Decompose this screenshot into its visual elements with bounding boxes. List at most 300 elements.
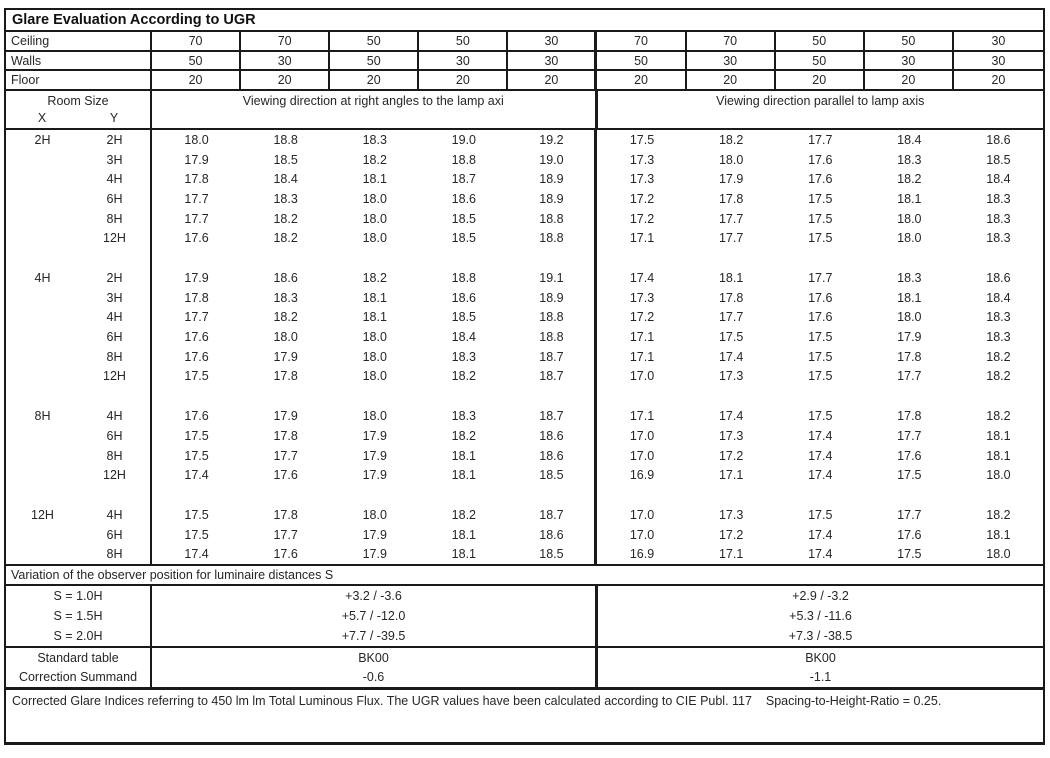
surface-value: 20 [687,71,776,89]
ugr-value: 18.9 [508,169,597,189]
ugr-value [865,386,954,406]
ugr-value [865,485,954,505]
ugr-value: 17.4 [808,547,833,562]
summary-row-left-value: BK00 [152,648,598,668]
variation-row-left-value: +3.2 / -3.6 [152,586,598,606]
ugr-value: 18.5 [451,310,477,325]
variation-row-left-value: +5.7 / -12.0 [152,606,598,626]
summary-row [6,648,1043,668]
ugr-value: 18.2 [986,369,1011,384]
room-x-label [6,248,79,268]
surface-value: 50 [419,32,508,50]
y-axis-label: Y [109,111,119,126]
ugr-value: 18.3 [451,349,477,364]
ugr-value [776,485,865,505]
ugr-value: 17.5 [184,507,209,522]
variation-row-left-value: +7.7 / -39.5 [152,626,598,646]
ugr-value [954,485,1043,505]
room-y-label: 2H [79,268,152,288]
spacer-row [6,485,1043,505]
surface-value: 70 [687,32,776,50]
ugr-value: 17.4 [718,409,744,424]
ugr-value: 17.1 [629,231,655,246]
summary-row [6,668,1043,688]
ugr-row [6,169,1043,189]
surface-value: 30 [241,52,330,70]
ugr-value: 17.9 [362,547,387,562]
ugr-value: 17.5 [808,409,833,424]
ugr-value: 18.1 [897,290,922,305]
ugr-value: 19.0 [508,150,597,170]
ugr-value: 17.7 [184,191,209,206]
room-x-label [6,150,79,170]
surface-row [6,52,1043,72]
surface-value: 70 [597,32,686,50]
ugr-value: 18.8 [508,209,597,229]
ugr-row [6,505,1043,525]
ugr-value: 18.1 [986,448,1011,463]
ugr-value: 17.5 [184,428,209,443]
surface-value: 20 [419,71,508,89]
ugr-row [6,209,1043,229]
ugr-value: 17.9 [362,468,387,483]
ugr-value: 18.1 [986,527,1011,542]
surface-value: 50 [865,32,954,50]
room-size-xy-labels [6,111,150,125]
ugr-value: 17.4 [808,428,833,443]
surface-value: 30 [865,52,954,70]
surface-row-label: Floor [6,71,152,89]
room-y-label: 6H [79,525,152,545]
room-x-label [6,544,79,564]
ugr-value: 18.3 [986,231,1011,246]
surface-value: 30 [991,33,1006,48]
surface-value: 30 [419,52,508,70]
ugr-value: 18.8 [508,327,597,347]
ugr-evaluation-sheet [4,8,1045,745]
ugr-value: 17.8 [273,507,298,522]
surface-value: 30 [991,53,1006,68]
ugr-value: 17.7 [273,527,298,542]
ugr-value [419,248,508,268]
ugr-value: 18.0 [362,369,387,384]
ugr-value: 17.1 [718,547,744,562]
ugr-row [6,367,1043,387]
surface-value: 20 [152,71,241,89]
room-y-label: 4H [79,308,152,328]
room-x-label [6,189,79,209]
room-y-label: 4H [79,169,152,189]
ugr-value: 18.0 [986,468,1011,483]
ugr-value: 17.6 [184,231,209,246]
ugr-value: 18.2 [986,409,1011,424]
room-x-label [6,367,79,387]
ugr-value: 17.7 [808,271,833,286]
ugr-value: 18.0 [362,349,387,364]
ugr-value: 18.3 [897,152,922,167]
ugr-value: 18.9 [508,189,597,209]
ugr-value: 17.6 [808,152,833,167]
observer-variation-table [6,586,1043,648]
surface-value: 20 [597,71,686,89]
surface-value: 20 [865,71,954,89]
ugr-value: 18.7 [508,367,597,387]
ugr-value: 17.7 [184,310,209,325]
ugr-value: 18.1 [451,468,477,483]
ugr-value: 17.4 [629,271,655,286]
ugr-value: 18.7 [508,406,597,426]
ugr-value: 17.8 [184,290,209,305]
ugr-value: 18.0 [897,211,922,226]
ugr-value: 18.6 [508,525,597,545]
ugr-row [6,347,1043,367]
ugr-value: 17.9 [897,330,922,345]
room-size-label: Room Size [47,94,109,109]
ugr-row [6,130,1043,150]
sheet-title: Glare Evaluation According to UGR [6,10,1043,32]
ugr-value: 18.8 [451,152,477,167]
ugr-value: 17.5 [184,527,209,542]
ugr-value [419,386,508,406]
ugr-value: 17.9 [184,152,209,167]
ugr-value: 17.3 [718,369,744,384]
ugr-value [241,248,330,268]
ugr-value: 18.8 [451,271,477,286]
ugr-value [687,386,776,406]
ugr-row [6,308,1043,328]
ugr-value [954,248,1043,268]
room-y-label: 8H [79,446,152,466]
room-x-label [6,446,79,466]
ugr-value [330,485,419,505]
variation-row-right-value: +7.3 / -38.5 [788,629,853,644]
variation-row [6,606,1043,626]
ugr-value [687,485,776,505]
ugr-value: 17.6 [808,310,833,325]
ugr-value: 18.2 [362,152,387,167]
ugr-value: 18.0 [362,191,387,206]
ugr-value: 17.9 [273,409,298,424]
ugr-value: 18.0 [362,211,387,226]
summary-row-right-value: BK00 [805,650,836,665]
ugr-value: 17.5 [184,448,209,463]
room-y-label: 8H [79,347,152,367]
variation-heading: Variation of the observer position for luminaire distances S [6,566,1043,586]
surface-value: 50 [597,52,686,70]
ugr-value: 18.4 [986,172,1011,187]
surface-value: 30 [687,52,776,70]
standard-table-summary [6,648,1043,690]
ugr-value: 17.6 [897,527,922,542]
ugr-value: 18.7 [508,347,597,367]
ugr-value: 18.6 [273,271,298,286]
variation-row-label: S = 1.0H [6,586,152,606]
variation-row-label: S = 2.0H [6,626,152,646]
ugr-value: 18.3 [986,211,1011,226]
surface-value: 20 [776,71,865,89]
ugr-value: 18.8 [508,308,597,328]
ugr-value: 18.0 [184,132,209,147]
ugr-value [330,386,419,406]
summary-row-label: Correction Summand [6,668,152,688]
ugr-value: 18.6 [508,446,597,466]
ugr-value: 18.2 [273,211,298,226]
ugr-value: 17.2 [718,448,744,463]
ugr-value: 17.5 [897,468,922,483]
ugr-value: 18.5 [451,211,477,226]
variation-row [6,626,1043,646]
ugr-value: 17.8 [897,409,922,424]
ugr-value: 17.7 [273,448,298,463]
surface-value: 20 [508,71,597,89]
ugr-value [241,485,330,505]
ugr-value: 18.3 [273,290,298,305]
room-y-label [79,386,152,406]
ugr-value: 17.3 [718,507,744,522]
ugr-value: 17.1 [629,330,655,345]
ugr-value: 18.0 [897,231,922,246]
ugr-value: 19.2 [508,130,597,150]
variation-row [6,586,1043,606]
ugr-value [419,485,508,505]
spacer-row [6,386,1043,406]
room-size-header [6,91,152,128]
surface-value: 50 [330,32,419,50]
ugr-value: 16.9 [629,468,655,483]
viewing-direction-parallel-heading: Viewing direction parallel to lamp axis [716,94,925,109]
ugr-value [241,386,330,406]
surface-row [6,71,1043,91]
ugr-value: 18.0 [273,330,298,345]
ugr-value: 17.5 [897,547,922,562]
ugr-row [6,229,1043,249]
surface-value: 50 [152,52,241,70]
summary-row-left-value: -0.6 [152,668,598,688]
ugr-value [865,248,954,268]
ugr-value: 17.8 [718,191,744,206]
ugr-value: 18.5 [508,544,597,564]
ugr-value: 17.7 [718,211,744,226]
room-x-label [6,308,79,328]
room-x-label [6,386,79,406]
ugr-value: 18.4 [273,172,298,187]
ugr-value: 18.6 [986,132,1011,147]
ugr-value [597,386,686,406]
ugr-value: 17.2 [629,211,655,226]
ugr-value: 17.4 [718,349,744,364]
ugr-value: 18.0 [362,330,387,345]
ugr-value [954,386,1043,406]
room-y-label: 8H [79,544,152,564]
ugr-value: 18.5 [986,152,1011,167]
room-y-label: 4H [79,505,152,525]
ugr-value: 19.0 [451,132,477,147]
ugr-value: 17.7 [184,211,209,226]
ugr-value: 17.7 [897,428,922,443]
variation-row-right-value: +5.3 / -11.6 [789,609,852,624]
ugr-value: 17.8 [184,172,209,187]
ugr-value: 18.3 [451,409,477,424]
room-x-label [6,525,79,545]
footer-note: Corrected Glare Indices referring to 450 lm lm Total Luminous Flux. The UGR values have been calculated according to CIE Publ. 117 Spacing-to-Height-Ratio = 0.25. [12,694,942,709]
ugr-value: 17.7 [718,231,744,246]
ugr-value: 17.7 [897,369,922,384]
ugr-value: 17.6 [184,349,209,364]
ugr-value: 17.5 [808,330,833,345]
ugr-value: 18.8 [273,132,298,147]
ugr-value: 17.2 [629,310,655,325]
x-axis-label: X [37,111,47,126]
ugr-value: 18.3 [273,191,298,206]
surface-value: 30 [508,52,597,70]
ugr-row [6,446,1043,466]
ugr-value: 18.9 [508,288,597,308]
ugr-value: 18.2 [986,349,1011,364]
ugr-value: 17.4 [808,468,833,483]
ugr-value: 17.6 [808,172,833,187]
ugr-row [6,426,1043,446]
ugr-value: 17.0 [629,527,655,542]
ugr-value: 18.2 [273,231,298,246]
ugr-value: 18.3 [897,271,922,286]
ugr-value [687,248,776,268]
ugr-value: 18.2 [451,507,477,522]
ugr-row [6,525,1043,545]
ugr-value: 17.6 [273,547,298,562]
ugr-value: 17.9 [362,428,387,443]
ugr-value: 17.6 [184,330,209,345]
surface-value: 30 [508,32,597,50]
room-x-label [6,426,79,446]
ugr-value: 17.9 [184,271,209,286]
room-y-label: 12H [79,367,152,387]
room-x-label: 12H [31,507,54,522]
ugr-value: 17.5 [808,231,833,246]
ugr-value: 17.1 [629,409,655,424]
room-x-label: 4H [34,271,51,286]
ugr-value: 18.0 [362,231,387,246]
room-y-label: 6H [79,426,152,446]
ugr-value: 18.3 [986,191,1011,206]
ugr-value: 17.4 [184,547,209,562]
ugr-value: 18.5 [508,465,597,485]
ugr-value [508,386,597,406]
ugr-value: 17.9 [273,349,298,364]
ugr-value: 18.1 [362,172,387,187]
ugr-value [597,485,686,505]
ugr-value: 18.6 [508,426,597,446]
ugr-value: 18.0 [362,409,387,424]
ugr-value: 17.5 [808,369,833,384]
ugr-value: 16.9 [629,547,655,562]
ugr-value: 18.5 [451,231,477,246]
ugr-value: 17.6 [897,448,922,463]
ugr-value: 17.5 [808,349,833,364]
ugr-value: 18.1 [897,191,922,206]
ugr-value [776,386,865,406]
ugr-row [6,406,1043,426]
ugr-value: 17.9 [362,448,387,463]
ugr-value: 17.1 [629,349,655,364]
ugr-value: 17.0 [629,507,655,522]
ugr-value: 17.0 [629,448,655,463]
ugr-row [6,189,1043,209]
room-x-label: 8H [34,409,51,424]
ugr-value: 17.9 [718,172,744,187]
ugr-row [6,465,1043,485]
ugr-value: 18.1 [451,527,477,542]
ugr-values-body [6,130,1043,566]
ugr-value: 18.1 [362,310,387,325]
ugr-value: 17.8 [273,428,298,443]
ugr-value: 18.1 [362,290,387,305]
ugr-value: 18.4 [897,132,922,147]
room-y-label: 3H [79,288,152,308]
ugr-value: 18.2 [451,369,477,384]
ugr-value: 17.7 [718,310,744,325]
ugr-row [6,150,1043,170]
ugr-value: 19.1 [508,268,597,288]
ugr-value: 17.5 [808,191,833,206]
ugr-value [152,248,241,268]
room-x-label [6,169,79,189]
room-x-label [6,209,79,229]
ugr-value: 17.5 [808,211,833,226]
surface-value: 70 [152,32,241,50]
ugr-value: 17.0 [629,428,655,443]
ugr-row [6,268,1043,288]
room-x-label: 2H [34,132,51,147]
ugr-value: 18.2 [897,172,922,187]
ugr-value [597,248,686,268]
ugr-value: 18.1 [451,547,477,562]
surface-value: 20 [241,71,330,89]
ugr-value: 17.8 [718,290,744,305]
ugr-value [508,248,597,268]
ugr-value: 18.7 [451,172,477,187]
ugr-value: 18.2 [273,310,298,325]
room-y-label: 6H [79,327,152,347]
ugr-value: 18.0 [362,507,387,522]
ugr-value: 18.6 [451,191,477,206]
summary-row-label: Standard table [6,648,152,668]
variation-row-right-value: +2.9 / -3.2 [792,589,849,604]
ugr-value: 17.6 [273,468,298,483]
ugr-value: 17.6 [184,409,209,424]
ugr-value: 17.3 [629,152,655,167]
ugr-row [6,544,1043,564]
ugr-value [776,248,865,268]
surface-value: 50 [776,32,865,50]
ugr-value: 18.3 [986,330,1011,345]
ugr-value: 17.7 [897,507,922,522]
room-y-label: 2H [79,130,152,150]
ugr-value: 18.4 [451,330,477,345]
ugr-value: 17.5 [629,132,655,147]
ugr-value: 17.1 [718,468,744,483]
room-y-label [79,485,152,505]
room-y-label: 6H [79,189,152,209]
viewing-direction-right-angles-heading: Viewing direction at right angles to the lamp axi [152,91,598,128]
surface-value: 50 [776,52,865,70]
surface-reflectance-table [6,32,1043,91]
ugr-value [152,386,241,406]
ugr-value: 17.3 [718,428,744,443]
surface-row [6,32,1043,52]
ugr-value: 18.2 [986,507,1011,522]
ugr-value: 18.2 [718,132,744,147]
ugr-value: 18.7 [508,505,597,525]
